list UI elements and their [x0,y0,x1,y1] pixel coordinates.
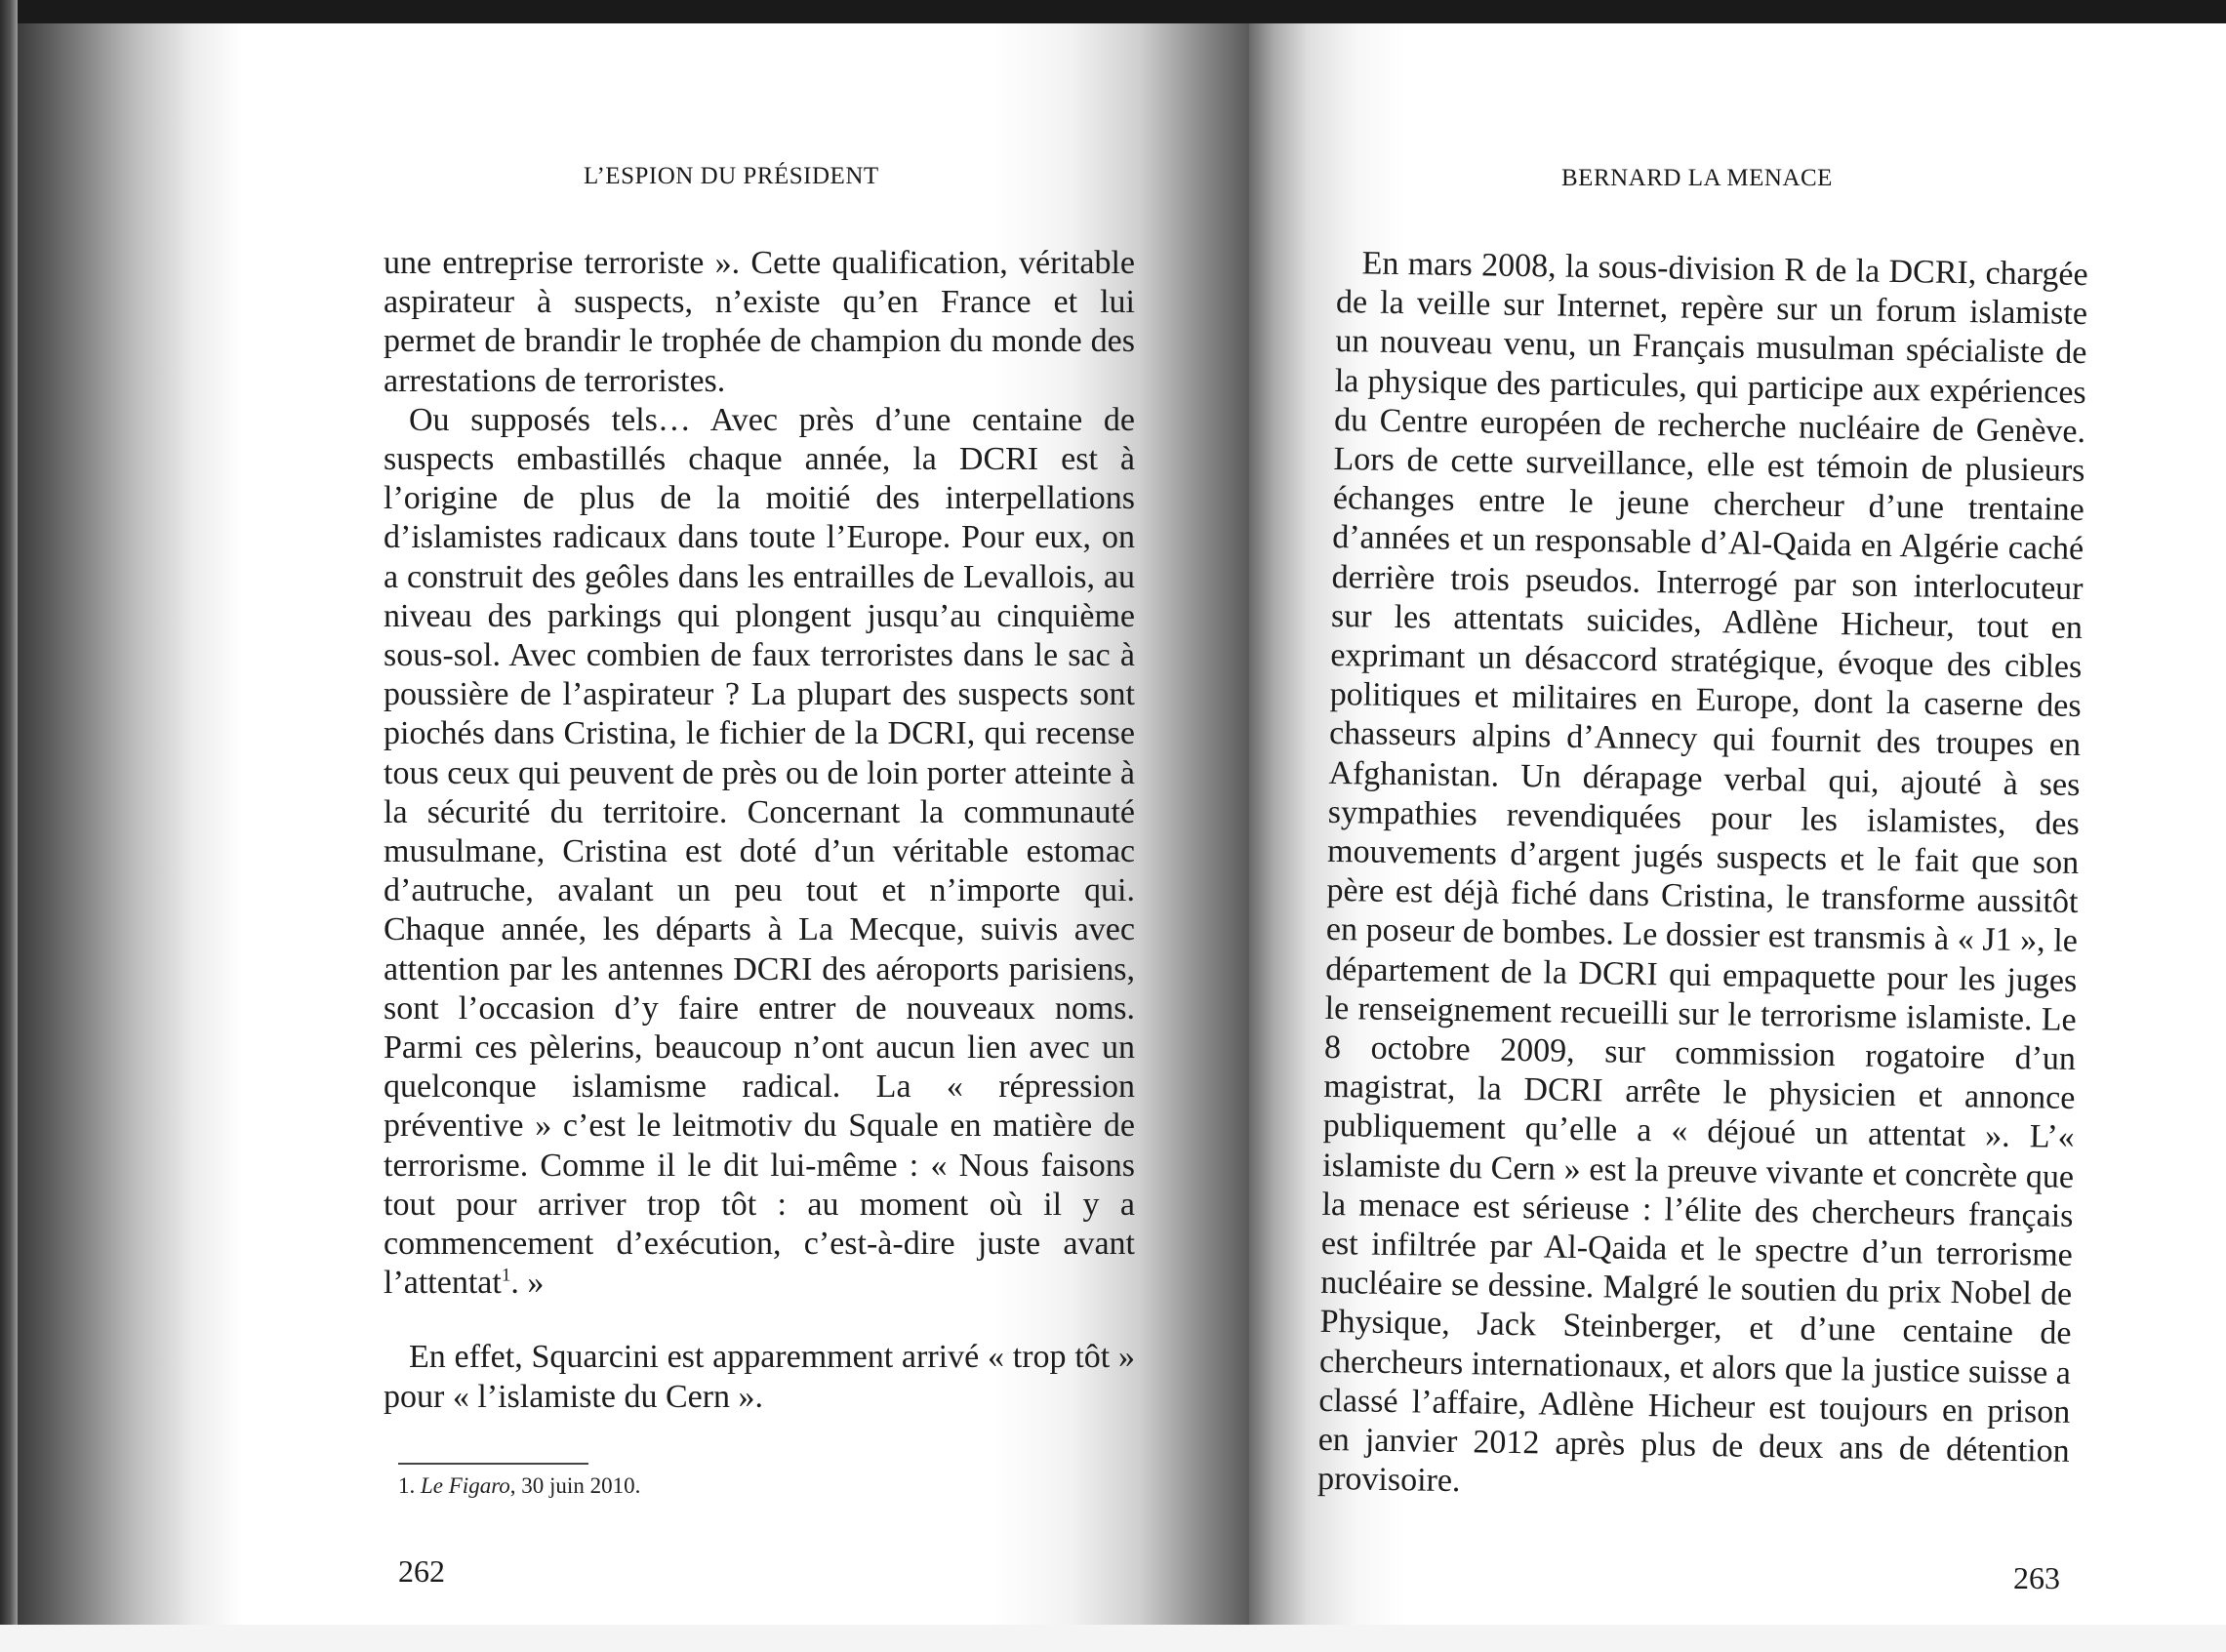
page-number-left: 262 [398,1553,445,1589]
paragraph-squarcini: En effet, Squarcini est apparemment arrivé « trop tôt » pour « l’islamiste du Cern ». [384,1339,1135,1415]
scanner-top-edge [0,0,2226,23]
left-page [18,23,1249,1625]
scanner-bottom-edge [0,1625,2226,1652]
quote-close: . » [510,1265,545,1302]
footnote [398,1473,640,1499]
footnote-source: Le Figaro [421,1473,510,1498]
paragraph-mars-2008: En mars 2008, la sous-division R de la DCRI, chargée de la veille sur Internet, repère sur un forum islamiste un nouveau venu, un Français musulman spécialiste de la physique des particules, qui participe aux expériences du Centre européen de recherche nucléaire de Genève. Lors de cette surveillance, elle est témoin de plusieurs échanges entre le jeune chercheur d’une trentaine d’années et un responsable d’Al-Qaida en Algérie caché derrière trois pseudos. Interrogé par son interlocuteur sur les attentats suicides, Adlène Hicheur, tout en exprimant un désaccord stratégique, évoque des cibles politiques et militaires en Europe, dont la caserne des chasseurs alpins d’Annecy qui fournit des troupes en Afghanistan. Un dérapage verbal qui, ajouté à ses sympathies revendiquées pour les islamistes, des mouvements d’argent jugés suspects et le fait que son père est déjà fiché dans Cristina, le transforme aussitôt en poseur de bombes. Le dossier est transmis à « J1 », le département de la DCRI qui empaquette pour les juges le renseignement recueilli sur le terrorisme islamiste. Le 8 octobre 2009, sur commission rogatoire d’un magistrat, la DCRI arrête le physicien et annonce publiquement qu’elle a « déjoué un attentat ». L’« islamiste du Cern » est la preuve vivante et concrète que la menace est sérieuse : l’élite des chercheurs français est infiltrée par Al-Qaida et le spectre d’un terrorisme nucléaire se dessine. Malgré le soutien du prix Nobel de Physique, Jack Steinberger, et d’une centaine de chercheurs internationaux, et alors que la justice suisse a classé l’affaire, Adlène Hicheur est toujours en prison en janvier 2012 après plus de deux ans de détention provisoire. [1316,245,2088,1500]
right-page [1249,23,2226,1625]
footnote-reference: 1 [501,1265,511,1286]
paragraph-supposes-text: Ou supposés tels… Avec près d’une centaine de suspects embastillés chaque année, la DCRI est à l’origine de plus de la moitié des interpellations d’islamistes radicaux dans toute l’Europe. Pour eux, on a construit des geôles dans les entrailles de Levallois, au niveau des parkings qui plongent jusqu’au cinquième sous-sol. Avec combien de faux terroristes dans le sac à poussière de l’aspirateur ? La plupart des suspects sont piochés dans Cristina, le fichier de la DCRI, qui recense tous ceux qui peuvent de près ou de loin porter atteinte à la sécurité du territoire. Concernant la communauté musulmane, Cristina est doté d’un véritable estomac d’autruche, avalant un peu tout et n’importe qui. Chaque année, les départs à La Mecque, suivis avec attention par les antennes DCRI des aéroports parisiens, sont l’occasion d’y faire entrer de nouveaux noms. Parmi ces pèlerins, beaucoup n’ont aucun lien avec un quelconque islamisme radical. La « répression préventive » c’est le leitmotiv du Squale en matière de terrorisme. Comme il le dit lui-même : « Nous faisons tout pour arriver trop tôt : au moment où il y a commencement d’exécution, c’est-à-dire juste avant l’attentat [384,401,1135,1302]
footnote-date: , 30 juin 2010. [509,1473,641,1498]
footnote-rule [398,1463,588,1465]
running-head-right: BERNARD LA MENACE [1561,165,1833,191]
paragraph-continuation: une entreprise terroriste ». Cette qualification, véritable aspirateur à suspects, n’existe qu’en France et lui permet de brandir le trophée de champion du monde des arrestations de terroristes. [384,245,1135,399]
scanner-left-edge [0,0,18,1652]
page-number-right: 263 [2013,1560,2060,1595]
running-head-left: L’ESPION DU PRÉSIDENT [584,163,879,189]
left-page-body [384,244,1135,1417]
footnote-number: 1. [398,1473,416,1498]
right-page-body [1317,244,2088,1511]
paragraph-supposes [384,401,1135,1304]
